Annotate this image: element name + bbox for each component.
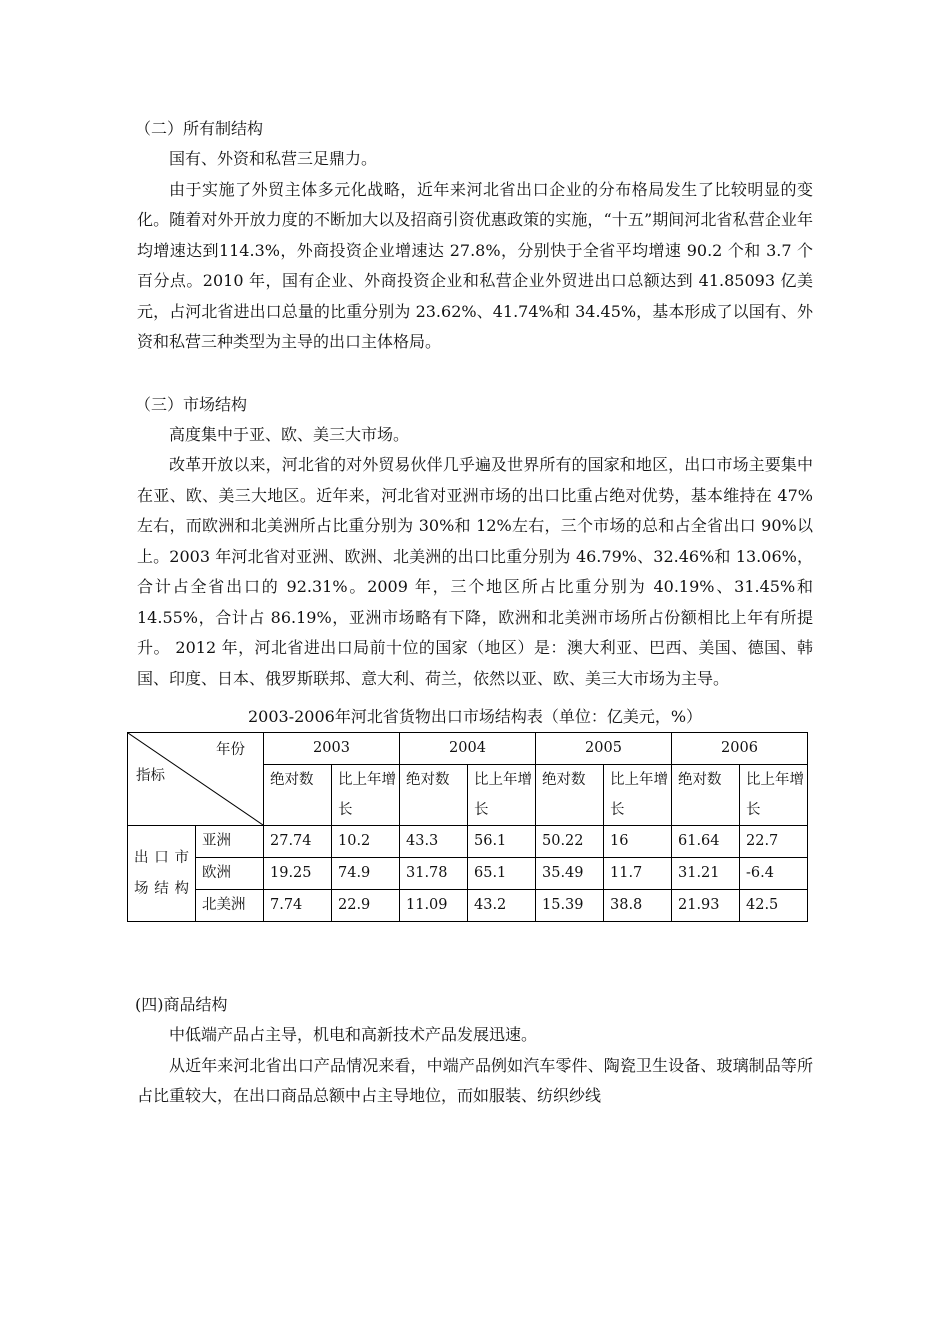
value-cell: 43.3 [400,826,468,858]
value-cell: 10.2 [332,826,400,858]
section-body-ownership: 由于实施了外贸主体多元化战略，近年来河北省出口企业的分布格局发生了比较明显的变化。随着对外开放力度的不断加大以及招商引资优惠政策的实施，“十五”期间河北省私营企业年均增速达到114.3%，外商投资企业增速达 27.8%，分别快于全省平均增速 90.2 个和 3.7 个百分点。2010 年，国有企业、外商投资企业和私营企业外贸进出口总额达到 41.85093 亿美元，占河北省进出口总量的比重分别为 23.62%、41.74%和 34.45%，基本形成了以国有、外资和私营三种类型为主导的出口主体格局。 [137,179,813,351]
value-cell: 35.49 [536,858,604,890]
table-row [128,826,808,858]
value-cell: 7.74 [264,890,332,922]
section-lead-ownership: 国有、外资和私营三足鼎力。 [169,149,378,168]
value-cell: 22.9 [332,890,400,922]
table-header-row-years [128,733,808,765]
subhead-absolute: 绝对数 [400,765,468,826]
value-cell: 11.7 [604,858,672,890]
value-cell: 43.2 [468,890,536,922]
corner-year-label: 年份 [216,742,245,758]
subhead-absolute: 绝对数 [264,765,332,826]
section-body-market: 改革开放以来，河北省的对外贸易伙伴几乎遍及世界所有的国家和地区，出口市场主要集中在亚、欧、美三大地区。近年来，河北省对亚洲市场的出口比重占绝对优势，基本维持在 47%左右，而欧洲和北美洲所占比重分别为 30%和 12%左右，三个市场的总和占全省出口 90%以上。2003 年河北省对亚洲、欧洲、北美洲的出口比重分别为 46.79%、32.46%和 13.06%，合计占全省出口的 92.31%。2009 年，三个地区所占比重分别为 40.19%、31.45%和 14.55%，合计占 86.19%，亚洲市场略有下降，欧洲和北美洲市场所占份额相比上年有所提升。 2012 年，河北省进出口局前十位的国家（地区）是：澳大利亚、巴西、美国、德国、韩国、印度、日本、俄罗斯联邦、意大利、荷兰，依然以亚、欧、美三大市场为主导。 [137,455,813,688]
export-market-table [127,732,808,922]
corner-indicator-label: 指标 [136,768,165,784]
value-cell: 27.74 [264,826,332,858]
section-heading-ownership: （二）所有制结构 [135,119,264,138]
value-cell: 31.78 [400,858,468,890]
table-caption: 2003-2006年河北省货物出口市场结构表（单位：亿美元，%） [247,707,703,726]
year-header: 2006 [672,733,808,765]
value-cell: 31.21 [672,858,740,890]
region-cell: 北美洲 [196,890,264,922]
section-body-commodity: 从近年来河北省出口产品情况来看，中端产品例如汽车零件、陶瓷卫生设备、玻璃制品等所占比重较大，在出口商品总额中占主导地位，而如服装、纺织纱线 [137,1055,813,1105]
value-cell: -6.4 [740,858,808,890]
subhead-absolute: 绝对数 [536,765,604,826]
value-cell: 50.22 [536,826,604,858]
value-cell: 74.9 [332,858,400,890]
value-cell: 56.1 [468,826,536,858]
value-cell: 38.8 [604,890,672,922]
value-cell: 65.1 [468,858,536,890]
subhead-growth: 比上年增长 [332,765,400,826]
value-cell: 11.09 [400,890,468,922]
table-row [128,890,808,922]
subhead-growth: 比上年增长 [468,765,536,826]
subhead-growth: 比上年增长 [740,765,808,826]
table-row [128,858,808,890]
region-cell: 欧洲 [196,858,264,890]
value-cell: 19.25 [264,858,332,890]
value-cell: 21.93 [672,890,740,922]
value-cell: 61.64 [672,826,740,858]
subhead-growth: 比上年增长 [604,765,672,826]
year-header: 2003 [264,733,400,765]
section-heading-market: （三）市场结构 [135,394,248,414]
section-lead-market: 高度集中于亚、欧、美三大市场。 [169,424,410,444]
subhead-absolute: 绝对数 [672,765,740,826]
value-cell: 42.5 [740,890,808,922]
value-cell: 15.39 [536,890,604,922]
year-header: 2005 [536,733,672,765]
row-group-label: 出口市场结构 [128,826,196,922]
region-cell: 亚洲 [196,826,264,858]
document-content [134,114,813,1112]
section-lead-commodity: 中低端产品占主导，机电和高新技术产品发展迅速。 [169,1025,538,1044]
year-header: 2004 [400,733,536,765]
section-heading-commodity: (四)商品结构 [135,995,228,1014]
value-cell: 22.7 [740,826,808,858]
table-corner-cell [128,733,264,826]
value-cell: 16 [604,826,672,858]
